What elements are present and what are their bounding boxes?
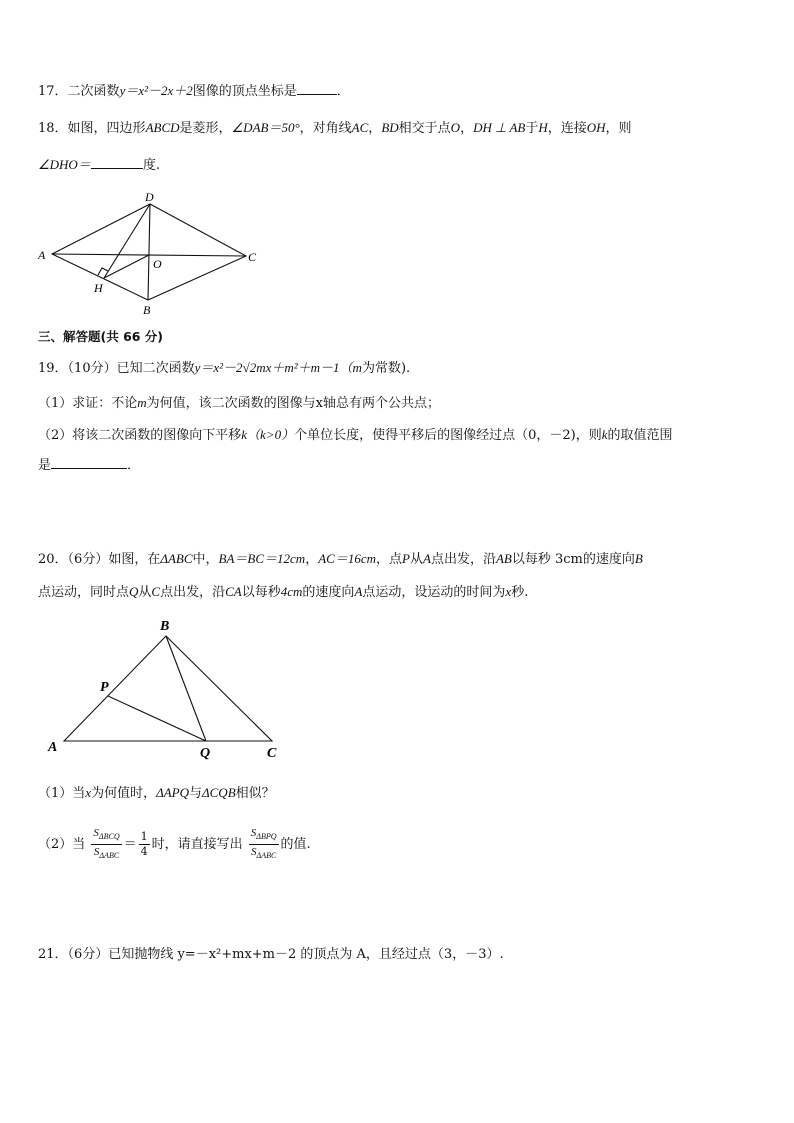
triangle-abc — [64, 636, 272, 741]
fraction-sbpq-sabc: $\frac{S_{\Delta BPQ}}{S_{\Delta ABC}}$ — [250, 827, 277, 861]
question-21: 21．（6分）已知抛物线 y=－x²+mx+m－2 的顶点为 A，且经过点（3，－3）. — [38, 947, 504, 962]
label-c: C — [248, 250, 257, 264]
question-19: 19．（10分）已知二次函数y＝x²－2√2mx＋m²＋m－1（m为常数). — [38, 360, 411, 376]
question-18-line2: ∠DHO＝ 度. — [38, 157, 160, 173]
label-p: P — [100, 680, 109, 695]
rhombus-figure — [36, 188, 266, 318]
label-o: O — [153, 257, 162, 271]
label-d: D — [145, 190, 154, 204]
segment-dh — [104, 204, 150, 278]
section-title: 三、解答题(共 66 分) — [38, 329, 164, 344]
question-19-part2-line2: 是 ． — [38, 458, 141, 473]
question-18: 18．如图，四边形ABCD是菱形，∠DAB＝50°，对角线AC，BD相交于点O，DH ⊥ AB于H，连接OH，则 — [38, 120, 632, 136]
fraction-sbcq-sabc: $\frac{S_{\Delta BCQ}}{S_{\Delta ABC}}$ — [93, 827, 120, 861]
label-a: A — [48, 740, 58, 755]
answer-blank — [297, 82, 337, 95]
formula: y＝x²－2x＋2 — [119, 83, 193, 98]
question-20: 20．（6分）如图，在ΔABC中，BA＝BC＝12cm，AC＝16cm，点P从A点出发，沿AB以每秒 3cm的速度向B — [38, 551, 643, 567]
label-b: B — [143, 303, 151, 317]
answer-blank — [91, 156, 143, 169]
label-q: Q — [200, 746, 211, 761]
question-17: 17．二次函数y＝x²－2x＋2图像的顶点坐标是 ． — [38, 83, 350, 99]
diagonal-bd — [148, 204, 150, 300]
label-a: A — [38, 248, 46, 262]
question-19-part1: （1）求证：不论m为何值，该二次函数的图像与x轴总有两个公共点； — [38, 395, 441, 411]
triangle-figure — [44, 614, 294, 764]
label-b: B — [160, 619, 170, 634]
label-c: C — [267, 746, 277, 761]
question-20-part1: （1）当x为何值时，ΔAPQ与ΔCQB相似？ — [38, 785, 275, 801]
answer-blank — [51, 456, 127, 469]
label-h: H — [94, 281, 103, 295]
fraction-one-quarter: $\frac{1}{4}$ — [140, 830, 148, 859]
question-19-part2: （2）将该二次函数的图像向下平移k（k>0）个单位长度，使得平移后的图像经过点（0，－2)，则k的取值范围 — [38, 427, 673, 443]
question-20-part2: （2）当 $\frac{S_{\Delta BCQ}}{S_{\Delta ABC}}$ ＝ $\frac{1}{4}$ 时，请直接写出 $\frac{S_{\Delta BPQ}}{S_{\Delta ABC}}$ 的值. — [38, 826, 311, 864]
question-20-line2: 点运动，同时点Q从C点出发，沿CA以每秒4cm的速度向A点运动，设运动的时间为x秒. — [38, 584, 529, 600]
